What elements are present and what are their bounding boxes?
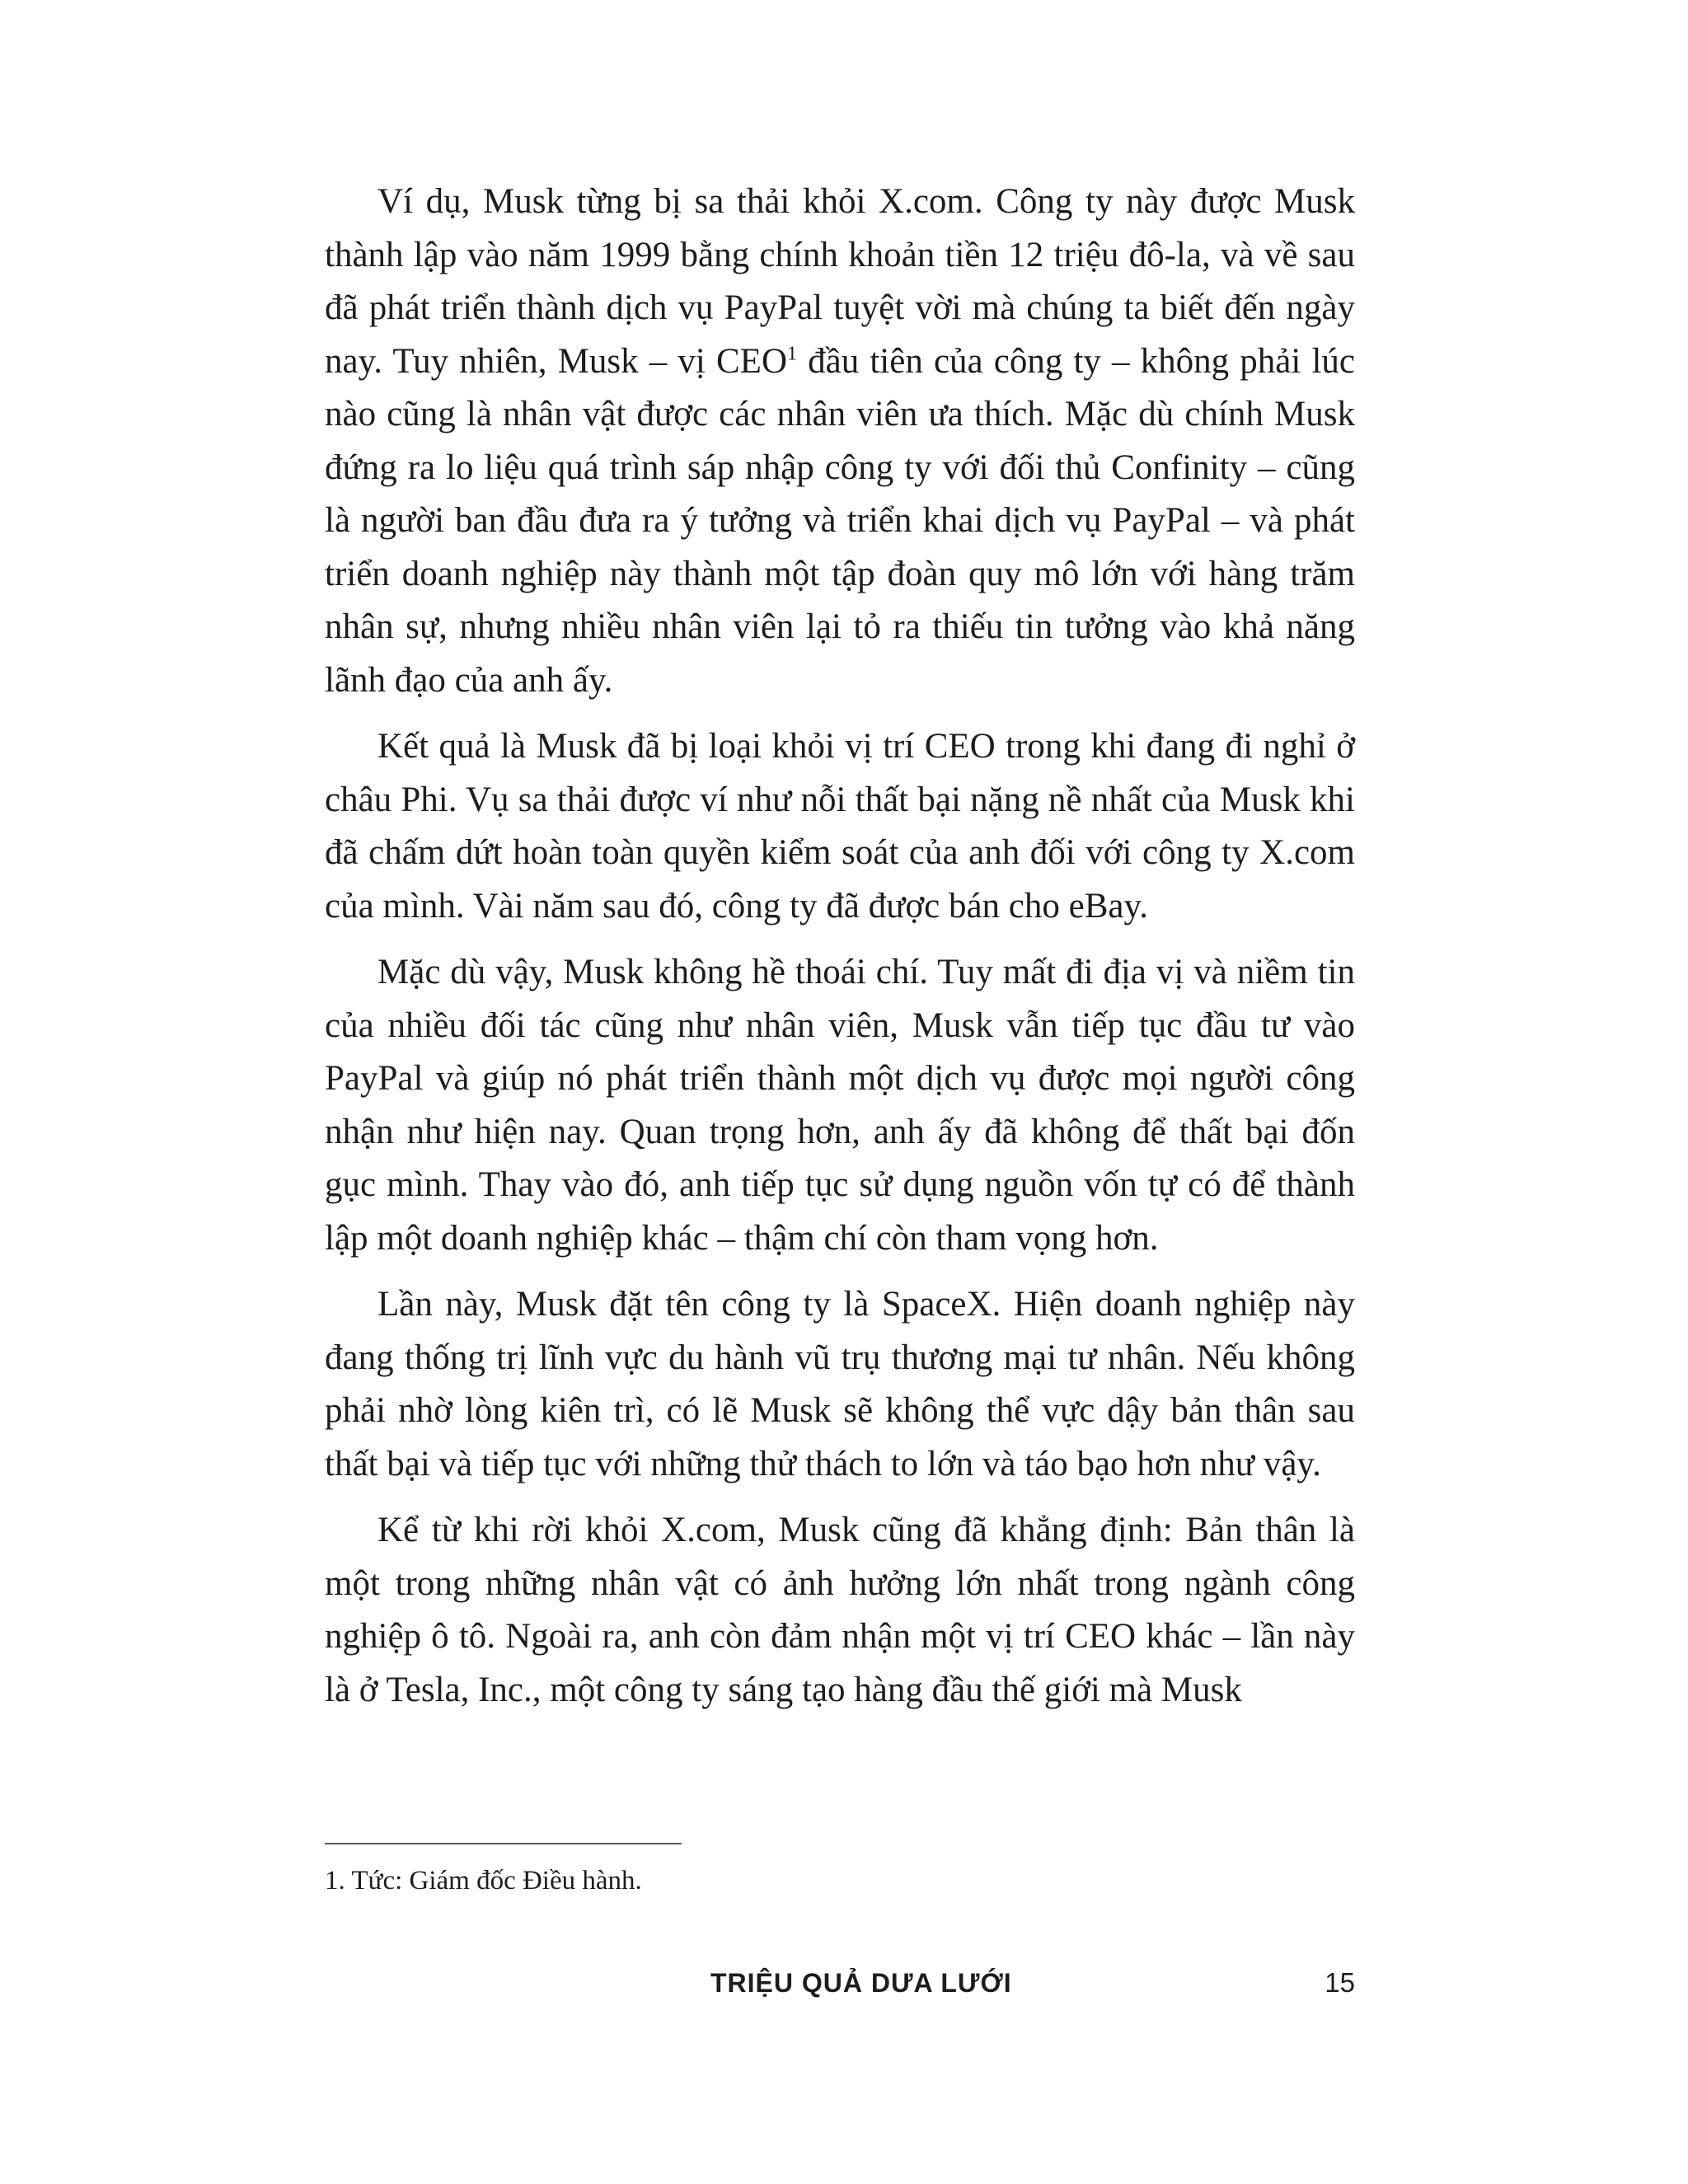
page-number: 15: [1325, 1967, 1355, 1998]
paragraph-1: [325, 176, 1355, 707]
footnote: 1. Tức: Giám đốc Điều hành.: [325, 1866, 642, 1896]
paragraph-3: Mặc dù vậy, Musk không hề thoái chí. Tuy mất đi địa vị và niềm tin của nhiều đối tác cũng như nhân viên, Musk vẫn tiếp tục đầu tư vào PayPal và giúp nó phát triển thành một dịch vụ được mọi người công nhận như hiện nay. Quan trọng hơn, anh ấy đã không để thất bại đốn gục mình. Thay vào đó, anh tiếp tục sử dụng nguồn vốn tự có để thành lập một doanh nghiệp khác – thậm chí còn tham vọng hơn.: [325, 953, 1355, 1258]
footnote-reference: 1: [787, 343, 797, 365]
paragraph-1-text-b: đầu tiên của công ty – không phải lúc nào cũng là nhân vật được các nhân viên ưa thích. Mặc dù chính Musk đứng ra lo liệu quá trình sáp nhập công ty với đối thủ Confinity – cũng là người ban đầu đưa ra ý tưởng và triển khai dịch vụ PayPal – và phát triển doanh nghiệp này thành một tập đoàn quy mô lớn với hàng trăm nhân sự, nhưng nhiều nhân viên lại tỏ ra thiếu tin tưởng vào khả năng lãnh đạo của anh ấy.: [325, 341, 1355, 700]
paragraph-5: Kể từ khi rời khỏi X.com, Musk cũng đã khẳng định: Bản thân là một trong những nhân vật có ảnh hưởng lớn nhất trong ngành công nghiệp ô tô. Ngoài ra, anh còn đảm nhận một vị trí CEO khác – lần này là ở Tesla, Inc., một công ty sáng tạo hàng đầu thế giới mà Musk: [325, 1511, 1355, 1709]
paragraph-2: Kết quả là Musk đã bị loại khỏi vị trí CEO trong khi đang đi nghỉ ở châu Phi. Vụ sa thải được ví như nỗi thất bại nặng nề nhất của Musk khi đã chấm dứt hoàn toàn quyền kiểm soát của anh đối với công ty X.com của mình. Vài năm sau đó, công ty đã được bán cho eBay.: [325, 727, 1355, 926]
running-title: TRIỆU QUẢ DƯA LƯỚI: [710, 1968, 1012, 1998]
footnote-divider: [325, 1843, 682, 1844]
body-text: [325, 176, 1355, 1730]
paragraph-1-text-a: Ví dụ, Musk từng bị sa thải khỏi X.com. Công ty này được Musk thành lập vào năm 1999 bằng chính khoản tiền 12 triệu đô-la, và về sau đã phát triển thành dịch vụ PayPal tuyệt vời mà chúng ta biết đến ngày nay. Tuy nhiên, Musk – vị CEO: [325, 182, 1355, 381]
paragraph-4: Lần này, Musk đặt tên công ty là SpaceX. Hiện doanh nghiệp này đang thống trị lĩnh vực du hành vũ trụ thương mại tư nhân. Nếu không phải nhờ lòng kiên trì, có lẽ Musk sẽ không thể vực dậy bản thân sau thất bại và tiếp tục với những thử thách to lớn và táo bạo hơn như vậy.: [325, 1285, 1355, 1483]
